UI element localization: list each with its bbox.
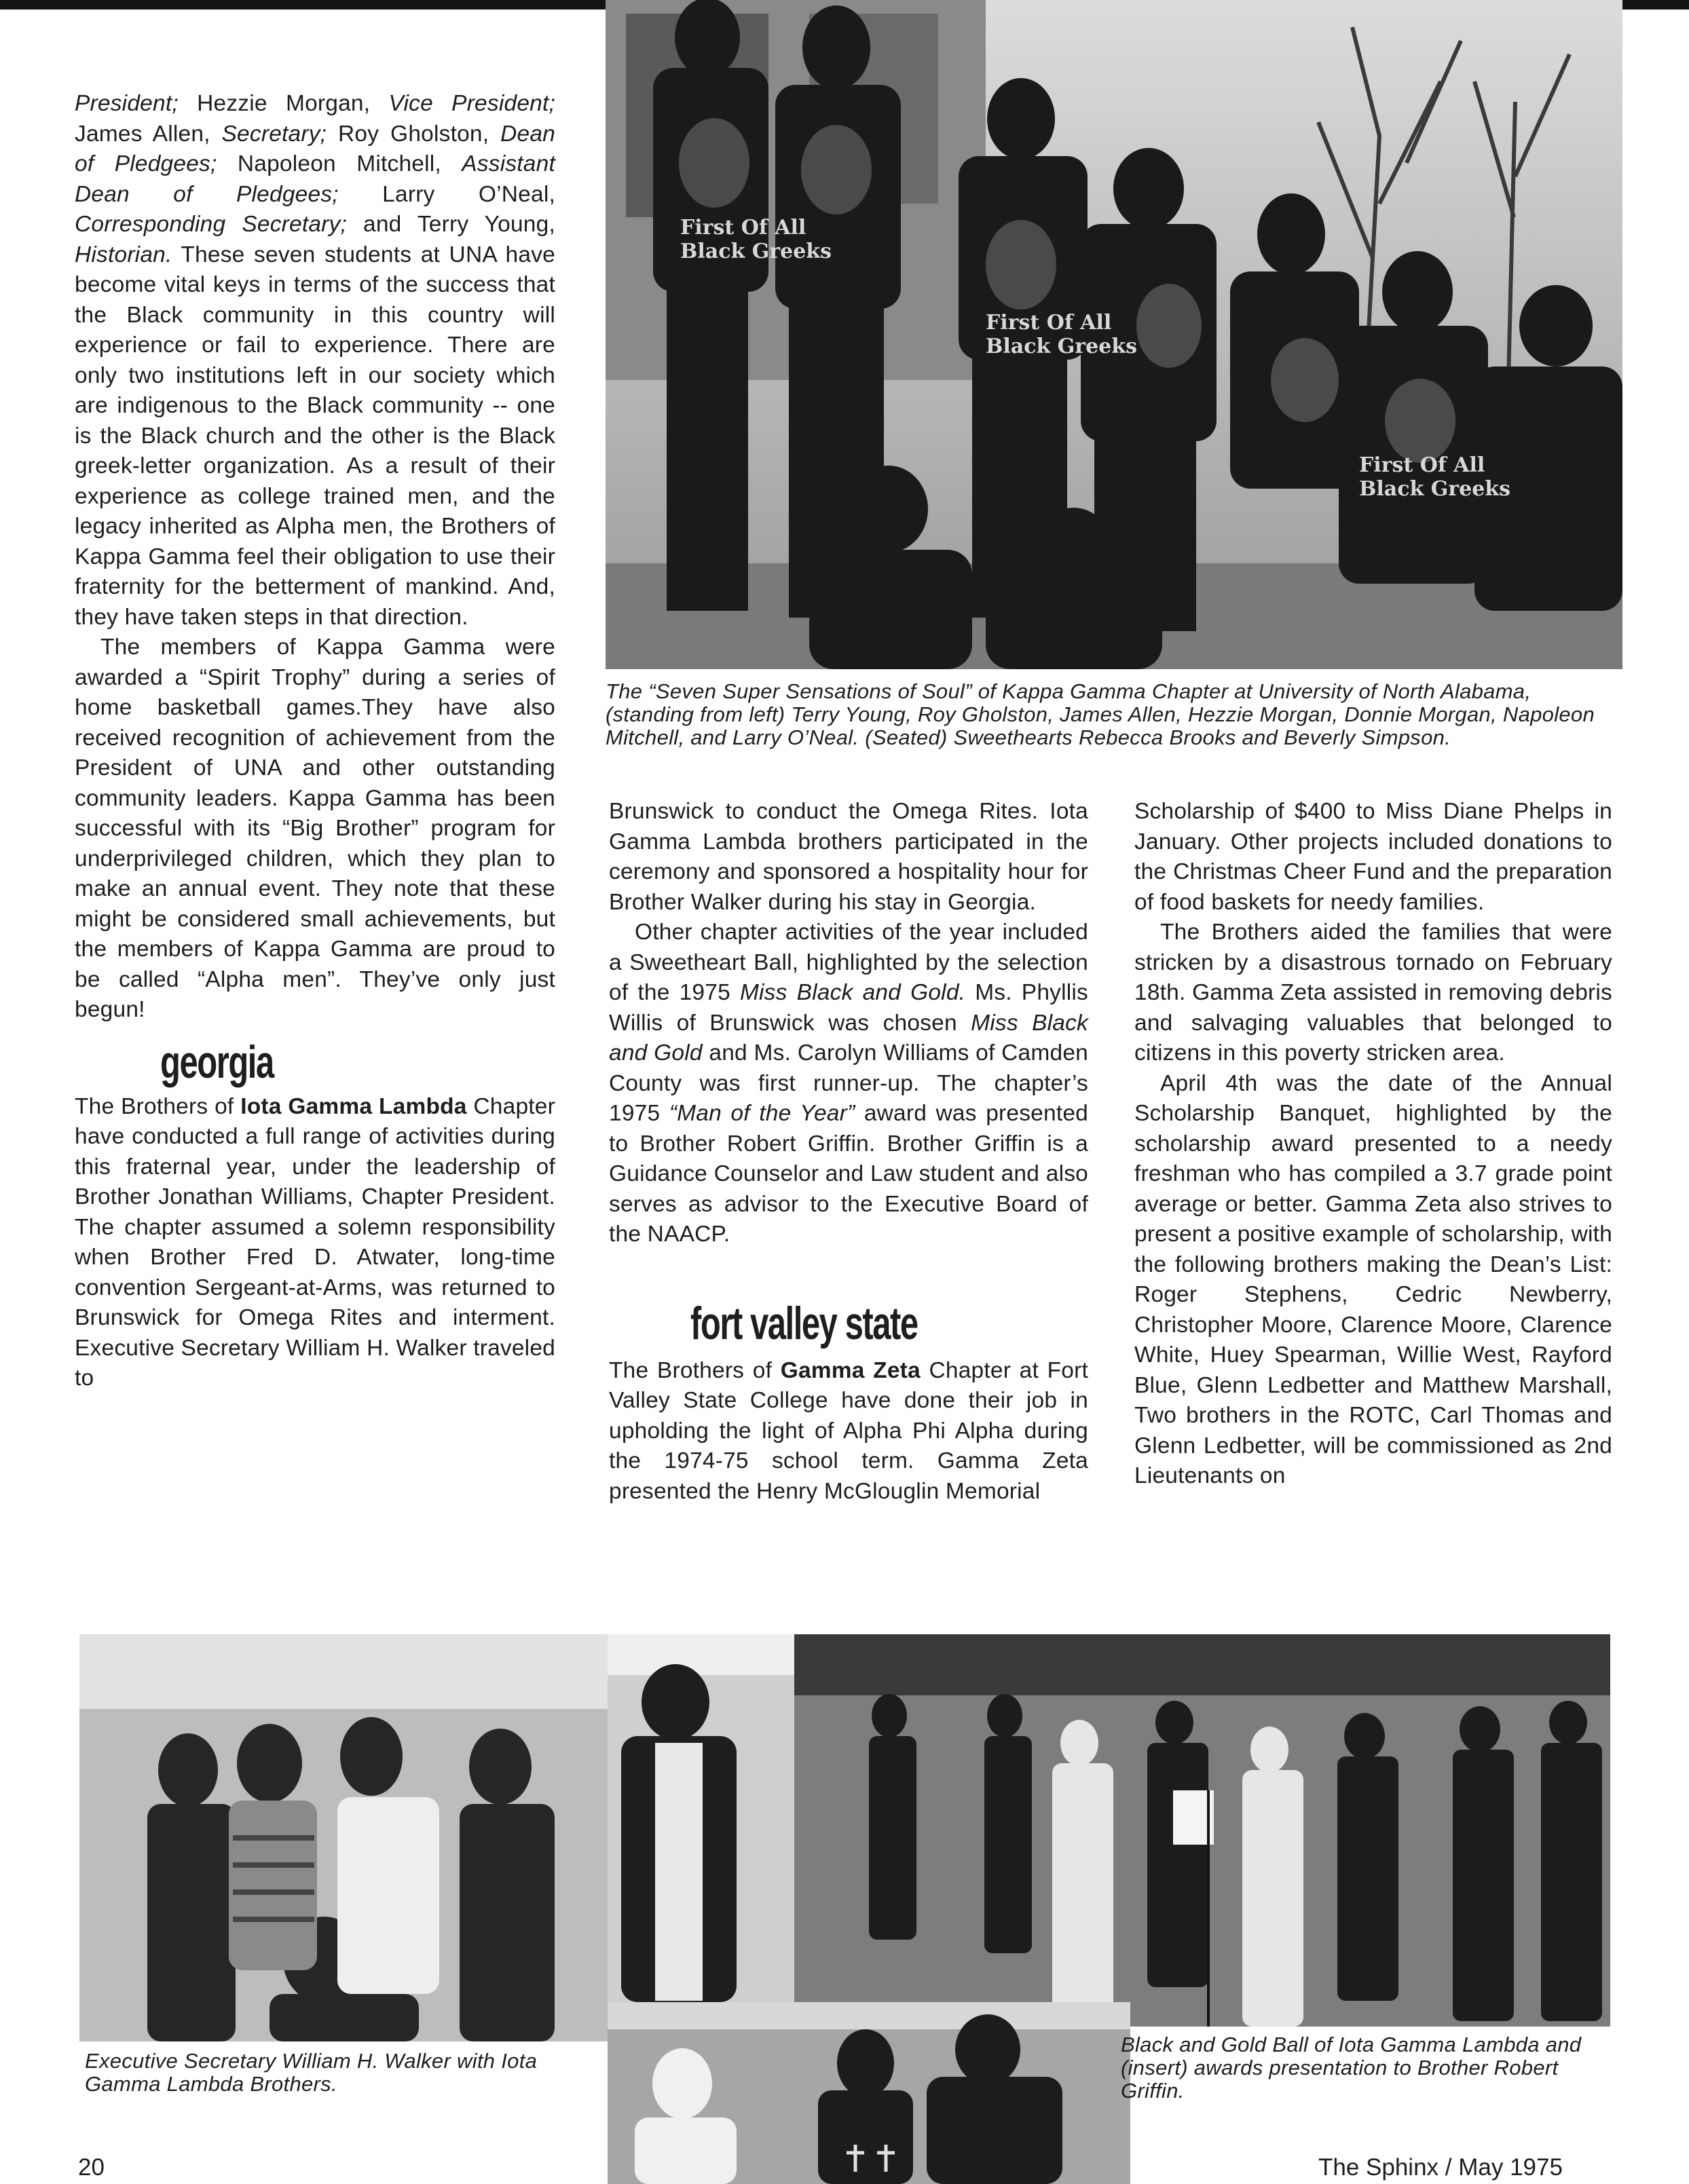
column-2 [609, 797, 1088, 1507]
group-photo-image [606, 0, 1622, 669]
svg-text:Black Greeks: Black Greeks [680, 240, 832, 263]
ball-photo-left-strip [608, 1634, 794, 2002]
col1-paragraph-1: President; Hezzie Morgan, Vice President; James Allen, Secretary; Roy Gholston, Dean of Pledgees; Napoleon Mitchell, Assistant Dean of Pledgees; Larry O’Neal, Corresponding Secretary; and Terry Young, Historian. These seven students at UNA have become vital keys in terms of the success that the Black community in this country will experience or fail to experience. There are only two institutions left in our society which are indigenous to the Black community -- one is the Black church and the other is the Black greek-letter organization. As a result of their experience as college trained men, and the legacy inherited as Alpha men, the Brothers of Kappa Gamma feel their obligation to use their fraternity for the betterment of mankind. And, they have taken steps in that direction. [75, 91, 555, 630]
col3-paragraph-1: Scholarship of $400 to Miss Diane Phelps in January. Other projects included donations to the Christmas Cheer Fund and the preparation of food baskets for needy families. [1134, 799, 1612, 915]
svg-text:First Of All: First Of All [680, 216, 806, 240]
awards-presentation-insert-photo [608, 2002, 1130, 2184]
bottom-left-photo-caption: Executive Secretary William H. Walker with Iota Gamma Lambda Brothers. [85, 2049, 538, 2096]
walker-photo-image [79, 1634, 608, 2041]
col3-paragraph-2: The Brothers aided the families that were stricken by a disastrous tornado on February 18th. Gamma Zeta assisted in removing debris and salvaging valuables that belonged to citizens in this poverty stricken area. [1134, 920, 1612, 1066]
kappa-gamma-group-photo [606, 0, 1622, 669]
georgia-heading: georgia [160, 1036, 274, 1088]
top-photo-caption: The “Seven Super Sensations of Soul” of Kappa Gamma Chapter at University of North Alabama, (standing from left) Terry Young, Roy Gholston, James Allen, Hezzie Morgan, Donnie Morgan, Napoleon Mitchell, and Larry O’Neal. (Seated) Sweethearts Rebecca Brooks and Beverly Simpson. [606, 679, 1595, 749]
col1-paragraph-2: The members of Kappa Gamma were awarded a “Spirit Trophy” during a series of home basketball games.They have also received recognition of achievement from the President of UNA and other outstanding community leaders. Kappa Gamma has been successful with its “Big Brother” program for underprivileged children, which they plan to make an annual event. They note that these might be considered small achievements, but the members of Kappa Gamma are proud to be called “Alpha men”. They’ve only just begun! [75, 635, 555, 1022]
ball-strip-image [608, 1634, 794, 2002]
col1-paragraph-3: The Brothers of Iota Gamma Lambda Chapter have conducted a full range of activities during this fraternal year, under the leadership of Brother Jonathan Williams, Chapter President. The chapter assumed a solemn responsibility when Brother Fred D. Atwater, long-time convention Sergeant-at-Arms, was returned to Brunswick for Omega Rites and interment. Executive Secretary William H. Walker traveled to [75, 1093, 555, 1391]
bottom-right-photo-caption: Black and Gold Ball of Iota Gamma Lambda and (insert) awards presentation to Brother Robert Griffin. [1121, 2033, 1582, 2103]
col2-paragraph-1: Brunswick to conduct the Omega Rites. Iota Gamma Lambda brothers participated in the ceremony and sponsored a hospitality hour for Brother Walker during his stay in Georgia. [609, 799, 1088, 915]
black-and-gold-ball-photo [794, 1634, 1610, 2027]
publication-issue: The Sphinx / May 1975 [1318, 2154, 1563, 2181]
svg-text:Black Greeks: Black Greeks [1359, 477, 1510, 501]
page-number: 20 [78, 2154, 105, 2181]
walker-with-brothers-photo [79, 1634, 608, 2041]
svg-text:First Of All: First Of All [986, 311, 1112, 335]
svg-text:Black Greeks: Black Greeks [986, 335, 1137, 358]
col2-paragraph-3: The Brothers of Gamma Zeta Chapter at Fort Valley State College have done their job in upholding the light of Alpha Phi Alpha during the 1974-75 school term. Gamma Zeta presented the Henry McGlouglin Memorial [609, 1357, 1088, 1504]
svg-text:First Of All: First Of All [1359, 453, 1485, 477]
ball-photo-image [794, 1634, 1610, 2027]
col2-paragraph-2: Other chapter activities of the year included a Sweetheart Ball, highlighted by the selection of the 1975 Miss Black and Gold. Ms. Phyllis Willis of Brunswick was chosen Miss Black and Gold and Ms. Carolyn Williams of Camden County was first runner-up. The chapter’s 1975 “Man of the Year” award was presented to Brother Robert Griffin. Brother Griffin is a Guidance Counselor and Law student and also serves as advisor to the Executive Board of the NAACP. [609, 920, 1089, 1247]
column-3 [1134, 797, 1612, 1492]
col3-paragraph-3: April 4th was the date of the Annual Scholarship Banquet, highlighted by the scholarship award presented to a needy freshman who has compiled a 3.7 grade point average or better. Gamma Zeta also strives to present a positive example of scholarship, with the following brothers making the Dean’s List: Roger Stephens, Cedric Newberry, Christopher Moore, Clarence Moore, Clarence White, Huey Spearman, Willie West, Rayford Blue, Glenn Ledbetter and Matthew Marshall, Two brothers in the ROTC, Carl Thomas and Glenn Ledbetter, will be commissioned as 2nd Lieutenants on [1134, 1070, 1612, 1488]
fort-valley-state-heading: fort valley state [690, 1297, 918, 1349]
column-1 [75, 89, 555, 1394]
insert-photo-image [608, 2002, 1130, 2184]
